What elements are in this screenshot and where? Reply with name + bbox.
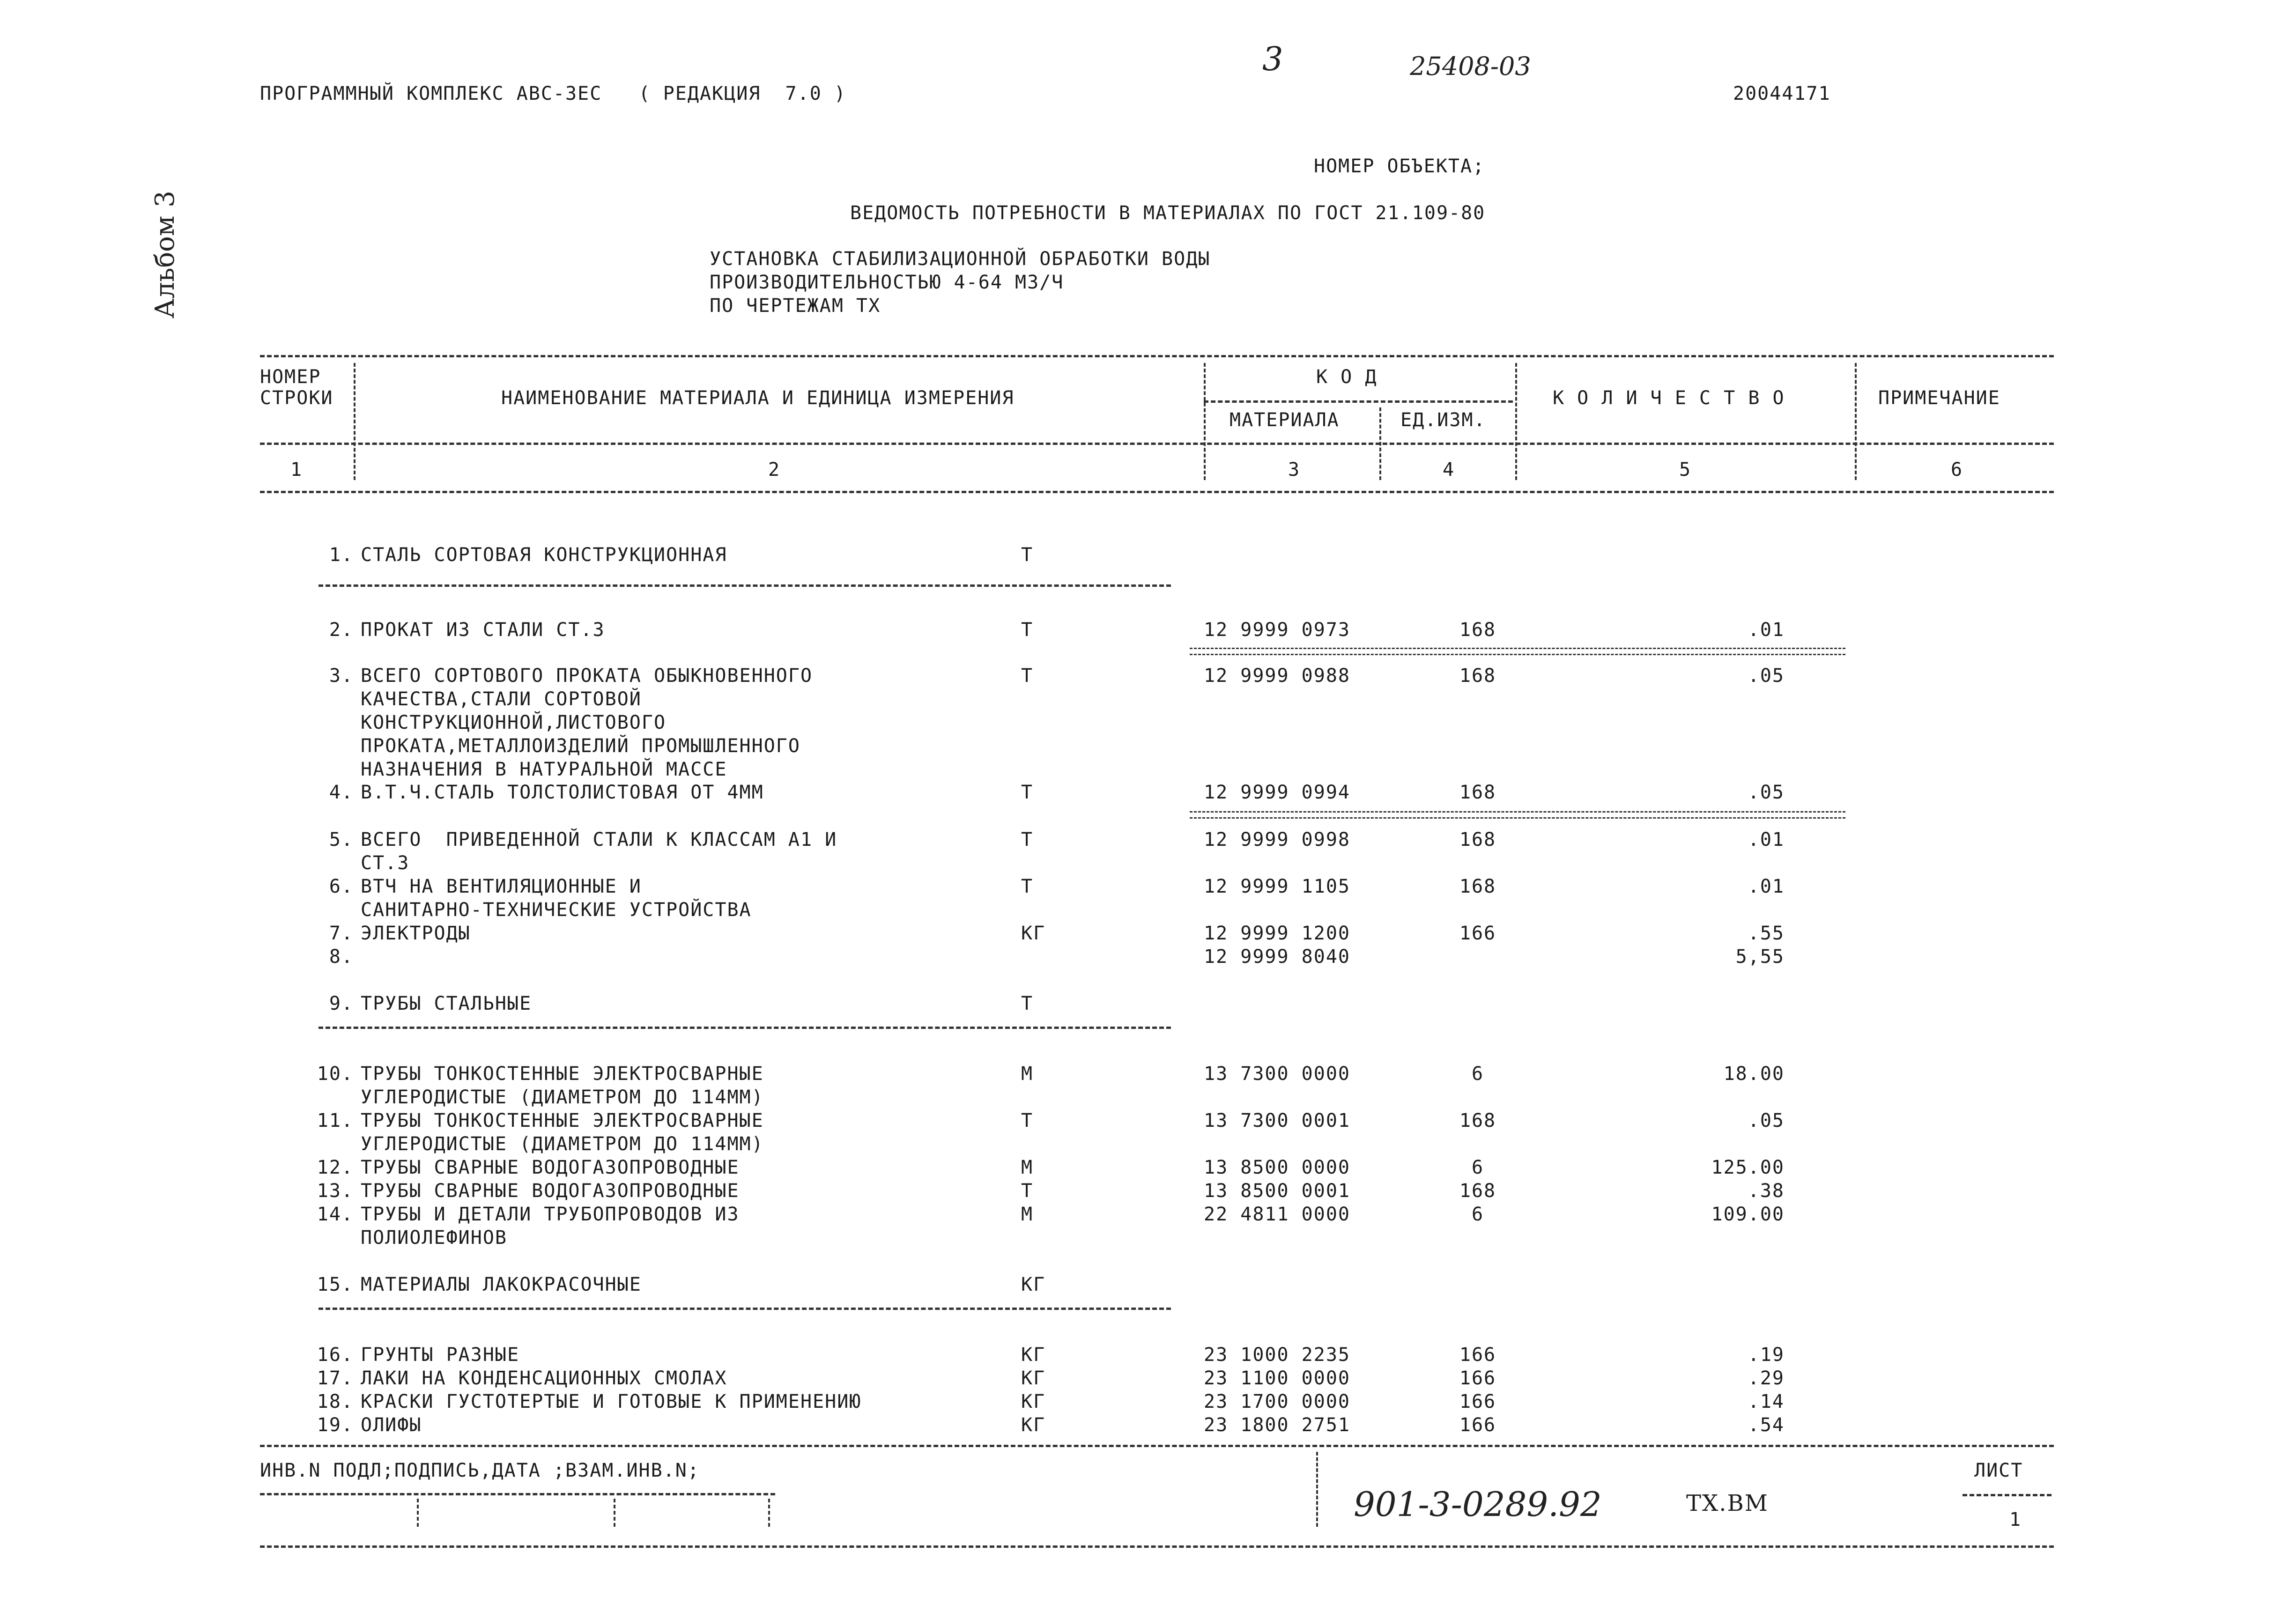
row-material-name: СТ.3 [361, 852, 410, 874]
subtitle-line-3: ПО ЧЕРТЕЖАМ ТХ [710, 295, 881, 317]
row-quantity: .14 [1748, 1391, 1785, 1412]
row-material-name: ТРУБЫ СВАРНЫЕ ВОДОГАЗОПРОВОДНЫЕ [361, 1157, 740, 1178]
row-quantity: .38 [1748, 1180, 1785, 1202]
row-unit: М [1021, 1063, 1034, 1085]
footer-stamp-divider-2 [614, 1499, 615, 1527]
row-material-code: 12 9999 8040 [1204, 946, 1350, 968]
header-unit-code: ЕД.ИЗМ. [1400, 409, 1486, 431]
row-number: 6. [329, 876, 354, 897]
row-unit-code: 166 [1459, 1391, 1496, 1412]
row-material-code: 23 1000 2235 [1204, 1344, 1350, 1366]
row-material-name: ЭЛЕКТРОДЫ [361, 923, 471, 944]
col-divider-4 [1515, 363, 1517, 480]
row-number: 2. [329, 619, 354, 641]
row-unit: М [1021, 1204, 1034, 1225]
row-unit-code: 166 [1459, 1367, 1496, 1389]
col-divider-5 [1855, 363, 1857, 480]
handwritten-page-number: 3 [1262, 40, 1283, 78]
footer-stamp-labels: ИНВ.N ПОДЛ;ПОДПИСЬ,ДАТА ;ВЗАМ.ИНВ.N; [260, 1460, 700, 1481]
row-material-code: 23 1700 0000 [1204, 1391, 1350, 1412]
row-quantity: .55 [1748, 923, 1785, 944]
row-quantity: .05 [1748, 1110, 1785, 1131]
row-unit-code: 166 [1459, 1344, 1496, 1366]
row-material-name: МАТЕРИАЛЫ ЛАКОКРАСОЧНЫЕ [361, 1274, 642, 1295]
row-unit: КГ [1021, 1414, 1046, 1436]
row-unit: КГ [1021, 1274, 1046, 1295]
group-rule-2 [318, 1027, 1171, 1029]
row-material-name: ОЛИФЫ [361, 1414, 422, 1436]
header-row-number-b: СТРОКИ [260, 387, 333, 409]
row-number: 19. [317, 1414, 354, 1436]
row-unit-code: 168 [1459, 782, 1496, 803]
total-rule-2 [1190, 811, 1845, 819]
col-number-5: 5 [1679, 459, 1692, 480]
row-quantity: .05 [1748, 782, 1785, 803]
row-unit: КГ [1021, 1367, 1046, 1389]
row-number: 18. [317, 1391, 354, 1412]
row-material-name: ТРУБЫ ТОНКОСТЕННЫЕ ЭЛЕКТРОСВАРНЫЕ [361, 1063, 764, 1085]
footer-code-divider [1316, 1452, 1318, 1527]
page-title: ВЕДОМОСТЬ ПОТРЕБНОСТИ В МАТЕРИАЛАХ ПО ГОСТ 21.109-80 [850, 202, 1486, 224]
row-unit-code: 6 [1471, 1204, 1484, 1225]
row-quantity: .05 [1748, 665, 1785, 687]
row-quantity: .29 [1748, 1367, 1785, 1389]
col-divider-3 [1379, 407, 1381, 480]
row-unit: КГ [1021, 1344, 1046, 1366]
col-number-2: 2 [768, 459, 781, 480]
row-quantity: 109.00 [1711, 1204, 1785, 1225]
row-number: 15. [317, 1274, 354, 1295]
header-material-name: НАИМЕНОВАНИЕ МАТЕРИАЛА И ЕДИНИЦА ИЗМЕРЕНИЯ [501, 387, 1015, 409]
row-number: 14. [317, 1204, 354, 1225]
header-row-number-a: НОМЕР [260, 366, 321, 388]
row-number: 8. [329, 946, 354, 968]
row-material-name: ТРУБЫ И ДЕТАЛИ ТРУБОПРОВОДОВ ИЗ [361, 1204, 740, 1225]
header-code: К О Д [1316, 366, 1378, 388]
row-material-name: ВСЕГО ПРИВЕДЕННОЙ СТАЛИ К КЛАССАМ А1 И [361, 829, 837, 850]
row-quantity: .01 [1748, 829, 1785, 850]
subtitle-line-2: ПРОИЗВОДИТЕЛЬНОСТЬЮ 4-64 М3/Ч [710, 272, 1064, 293]
table-top-rule [260, 355, 2054, 357]
footer-bottom-rule [260, 1545, 2054, 1548]
row-unit-code: 166 [1459, 923, 1496, 944]
row-material-code: 13 7300 0000 [1204, 1063, 1350, 1085]
row-number: 9. [329, 993, 354, 1014]
row-number: 10. [317, 1063, 354, 1085]
header-material-code: МАТЕРИАЛА [1229, 409, 1340, 431]
row-material-name: СТАЛЬ СОРТОВАЯ КОНСТРУКЦИОННАЯ [361, 544, 727, 566]
footer-top-rule [260, 1445, 2054, 1447]
group-rule-3 [318, 1308, 1171, 1310]
handwritten-project-code: 901-3-0289.92 [1354, 1485, 1602, 1524]
col-number-4: 4 [1443, 459, 1455, 480]
row-number: 11. [317, 1110, 354, 1131]
project-code-suffix: ТХ.ВМ [1686, 1490, 1769, 1516]
row-unit-code: 168 [1459, 665, 1496, 687]
col-divider-2 [1204, 363, 1206, 480]
row-material-code: 22 4811 0000 [1204, 1204, 1350, 1225]
row-material-name: ПОЛИОЛЕФИНОВ [361, 1227, 507, 1249]
row-material-name: КРАСКИ ГУСТОТЕРТЫЕ И ГОТОВЫЕ К ПРИМЕНЕНИЮ [361, 1391, 862, 1412]
col-number-6: 6 [1951, 459, 1963, 480]
row-material-code: 13 8500 0001 [1204, 1180, 1350, 1202]
row-quantity: 5,55 [1735, 946, 1785, 968]
row-material-name: КАЧЕСТВА,СТАЛИ СОРТОВОЙ [361, 688, 642, 710]
row-unit-code: 6 [1471, 1063, 1484, 1085]
header-note: ПРИМЕЧАНИЕ [1878, 387, 2000, 409]
row-unit: М [1021, 1157, 1034, 1178]
row-material-name: В.Т.Ч.СТАЛЬ ТОЛСТОЛИСТОВАЯ ОТ 4ММ [361, 782, 764, 803]
row-unit: Т [1021, 544, 1034, 566]
code-divider-rule [1204, 400, 1513, 403]
sheet-rule [1963, 1494, 2052, 1496]
row-unit: КГ [1021, 923, 1046, 944]
col-number-1: 1 [290, 459, 303, 480]
footer-stamp-rule [260, 1493, 775, 1495]
row-material-name: КОНСТРУКЦИОННОЙ,ЛИСТОВОГО [361, 712, 667, 733]
subtitle-line-1: УСТАНОВКА СТАБИЛИЗАЦИОННОЙ ОБРАБОТКИ ВОДЫ [710, 248, 1211, 270]
row-unit: Т [1021, 1110, 1034, 1131]
row-material-code: 12 9999 0973 [1204, 619, 1350, 641]
row-unit-code: 168 [1459, 1110, 1496, 1131]
row-number: 13. [317, 1180, 354, 1202]
row-material-name: ЛАКИ НА КОНДЕНСАЦИОННЫХ СМОЛАХ [361, 1367, 727, 1389]
row-quantity: 125.00 [1711, 1157, 1785, 1178]
row-unit: Т [1021, 619, 1034, 641]
row-number: 17. [317, 1367, 354, 1389]
row-material-code: 12 9999 0994 [1204, 782, 1350, 803]
row-material-name: УГЛЕРОДИСТЫЕ (ДИАМЕТРОМ ДО 114ММ) [361, 1133, 764, 1155]
row-unit: КГ [1021, 1391, 1046, 1412]
row-unit: Т [1021, 876, 1034, 897]
row-unit: Т [1021, 1180, 1034, 1202]
row-material-code: 23 1100 0000 [1204, 1367, 1350, 1389]
col-number-3: 3 [1288, 459, 1301, 480]
row-material-name: ТРУБЫ СТАЛЬНЫЕ [361, 993, 532, 1014]
row-number: 16. [317, 1344, 354, 1366]
row-number: 5. [329, 829, 354, 850]
row-unit: Т [1021, 665, 1034, 687]
row-material-name: ТРУБЫ СВАРНЫЕ ВОДОГАЗОПРОВОДНЫЕ [361, 1180, 740, 1202]
row-number: 12. [317, 1157, 354, 1178]
row-material-code: 12 9999 1105 [1204, 876, 1350, 897]
sheet-number: 1 [2009, 1509, 2022, 1530]
album-label: Альбом 3 [150, 191, 180, 318]
row-material-code: 12 9999 0988 [1204, 665, 1350, 687]
document-code: 20044171 [1733, 83, 1831, 104]
row-unit-code: 168 [1459, 876, 1496, 897]
handwritten-document-number: 25408-03 [1410, 52, 1531, 81]
row-number: 7. [329, 923, 354, 944]
row-unit-code: 6 [1471, 1157, 1484, 1178]
row-number: 4. [329, 782, 354, 803]
footer-stamp-divider-1 [417, 1499, 419, 1527]
row-material-code: 12 9999 0998 [1204, 829, 1350, 850]
row-quantity: .01 [1748, 876, 1785, 897]
row-number: 1. [329, 544, 354, 566]
row-material-code: 13 8500 0000 [1204, 1157, 1350, 1178]
program-header: ПРОГРАММНЫЙ КОМПЛЕКС АВС-3ЕС ( РЕДАКЦИЯ 7.0 ) [260, 83, 846, 104]
row-quantity: .19 [1748, 1344, 1785, 1366]
object-number-label: НОМЕР ОБЪЕКТА; [1314, 155, 1485, 177]
row-material-name: ПРОКАТ ИЗ СТАЛИ СТ.3 [361, 619, 605, 641]
row-material-name: ТРУБЫ ТОНКОСТЕННЫЕ ЭЛЕКТРОСВАРНЫЕ [361, 1110, 764, 1131]
col-divider-1 [354, 363, 356, 480]
row-material-name: УГЛЕРОДИСТЫЕ (ДИАМЕТРОМ ДО 114ММ) [361, 1087, 764, 1108]
header-bottom-rule [260, 491, 2054, 493]
row-material-code: 23 1800 2751 [1204, 1414, 1350, 1436]
header-mid-rule [260, 443, 2054, 445]
row-material-name: НАЗНАЧЕНИЯ В НАТУРАЛЬНОЙ МАССЕ [361, 759, 727, 780]
row-material-name: ГРУНТЫ РАЗНЫЕ [361, 1344, 520, 1366]
row-material-code: 13 7300 0001 [1204, 1110, 1350, 1131]
footer-stamp-divider-3 [768, 1499, 770, 1527]
row-material-name: САНИТАРНО-ТЕХНИЧЕСКИЕ УСТРОЙСТВА [361, 899, 752, 921]
group-rule-1 [318, 584, 1171, 587]
row-material-name: ВТЧ НА ВЕНТИЛЯЦИОННЫЕ И [361, 876, 642, 897]
row-quantity: .54 [1748, 1414, 1785, 1436]
row-material-name: ВСЕГО СОРТОВОГО ПРОКАТА ОБЫКНОВЕННОГО [361, 665, 813, 687]
sheet-label: ЛИСТ [1974, 1460, 2023, 1481]
row-unit: Т [1021, 829, 1034, 850]
row-quantity: .01 [1748, 619, 1785, 641]
row-unit: Т [1021, 993, 1034, 1014]
row-material-code: 12 9999 1200 [1204, 923, 1350, 944]
row-quantity: 18.00 [1723, 1063, 1785, 1085]
row-unit: Т [1021, 782, 1034, 803]
row-unit-code: 168 [1459, 619, 1496, 641]
total-rule-1 [1190, 648, 1845, 655]
row-number: 3. [329, 665, 354, 687]
row-unit-code: 168 [1459, 829, 1496, 850]
header-quantity: К О Л И Ч Е С Т В О [1553, 387, 1785, 409]
row-unit-code: 166 [1459, 1414, 1496, 1436]
row-material-name: ПРОКАТА,МЕТАЛЛОИЗДЕЛИЙ ПРОМЫШЛЕННОГО [361, 735, 800, 757]
row-unit-code: 168 [1459, 1180, 1496, 1202]
